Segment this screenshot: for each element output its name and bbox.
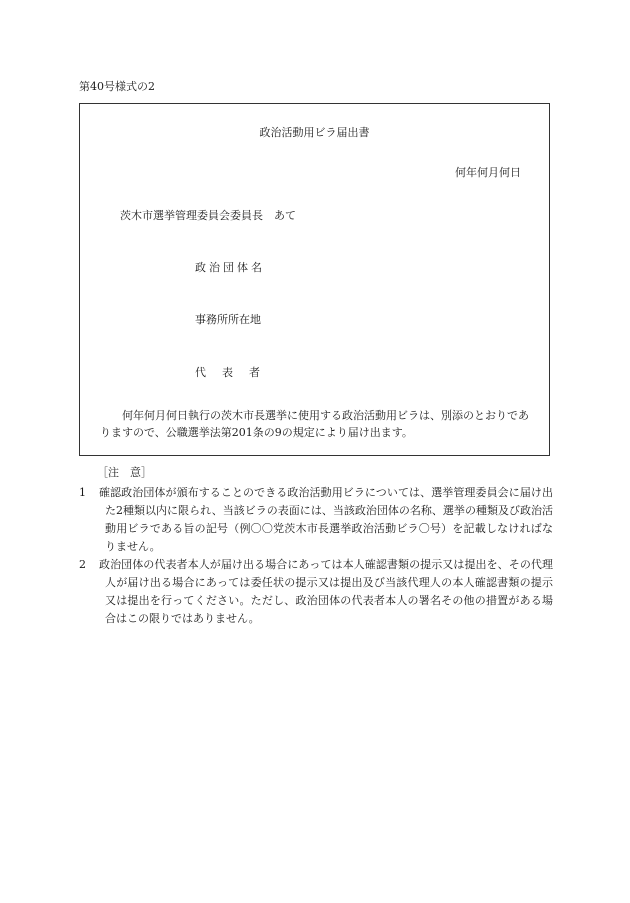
note-item xyxy=(79,556,553,628)
declaration-text: 何年何月何日執行の茨木市長選挙に使用する政治活動用ビラは、別添のとおりでありますので、公職選挙法第201条の9の規定により届け出ます。 xyxy=(100,409,529,439)
form-date: 何年何月何日 xyxy=(455,166,521,179)
representative-label: 代表者 xyxy=(195,366,276,379)
form-box xyxy=(79,103,550,456)
form-title: 政治活動用ビラ届出書 xyxy=(259,126,370,139)
note-text: 確認政治団体が頒布することのできる政治活動用ビラについては、選挙管理委員会に届け出た2種類以内に限られ、当該ビラの表面には、当該政治団体の名称、選挙の種類及び政治活動用ビラである旨の記号（例〇〇党茨木市長選挙政治活動ビラ〇号）を記載しなければなりません。 xyxy=(99,486,553,553)
note-number: 1 xyxy=(79,486,86,499)
form-number: 第40号様式の2 xyxy=(79,80,155,93)
organization-name-label: 政治団体名 xyxy=(195,261,265,274)
office-address-label: 事務所所在地 xyxy=(195,313,261,326)
note-text: 政治団体の代表者本人が届け出る場合にあっては本人確認書類の提示又は提出を、その代理人が届け出る場合にあっては委任状の提示又は提出及び当該代理人の本人確認書類の提示又は提出を行ってください。ただし、政治団体の代表者本人の署名その他の措置がある場合はこの限りではありません。 xyxy=(99,558,553,625)
note-number: 2 xyxy=(79,558,86,571)
note-item xyxy=(79,484,553,556)
addressee: 茨木市選挙管理委員会委員長 あて xyxy=(120,209,296,222)
notes-heading: ［注 意］ xyxy=(97,466,152,479)
